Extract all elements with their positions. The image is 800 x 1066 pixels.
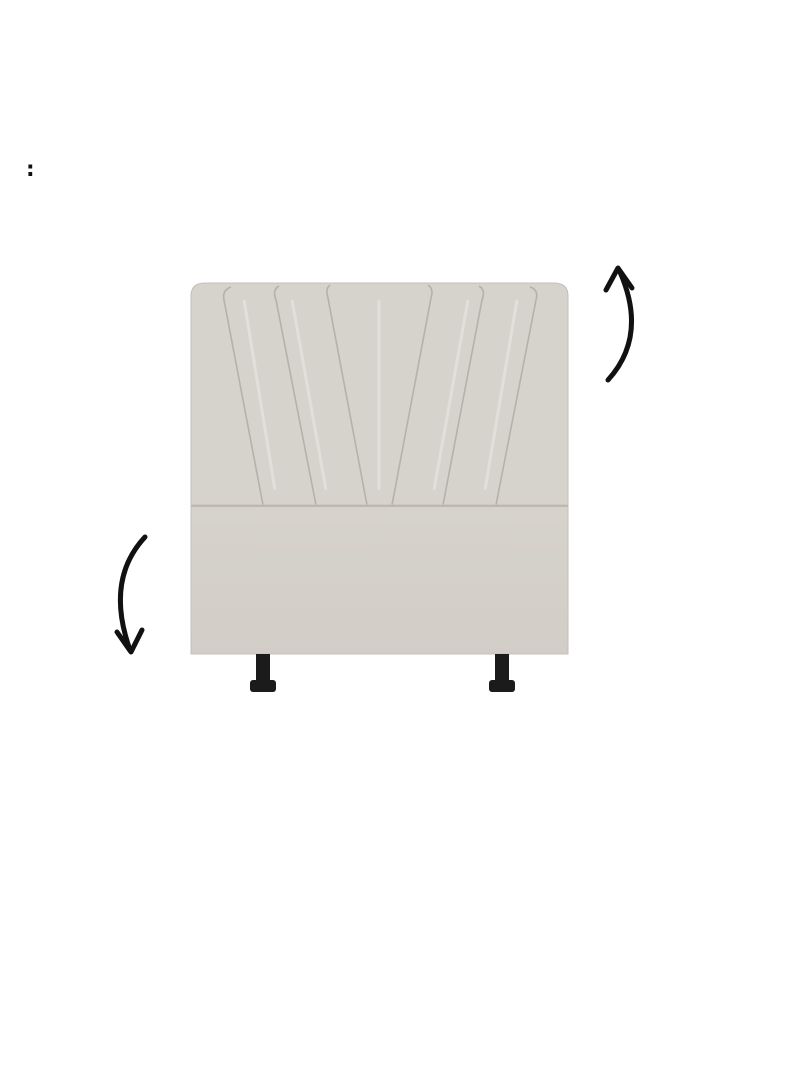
arrow-down-curved-icon <box>117 537 145 652</box>
top-line-1: : <box>26 157 35 182</box>
headboard-legs <box>250 654 515 692</box>
headboard-base <box>191 505 568 654</box>
arrow-up-curved-icon <box>606 268 632 380</box>
